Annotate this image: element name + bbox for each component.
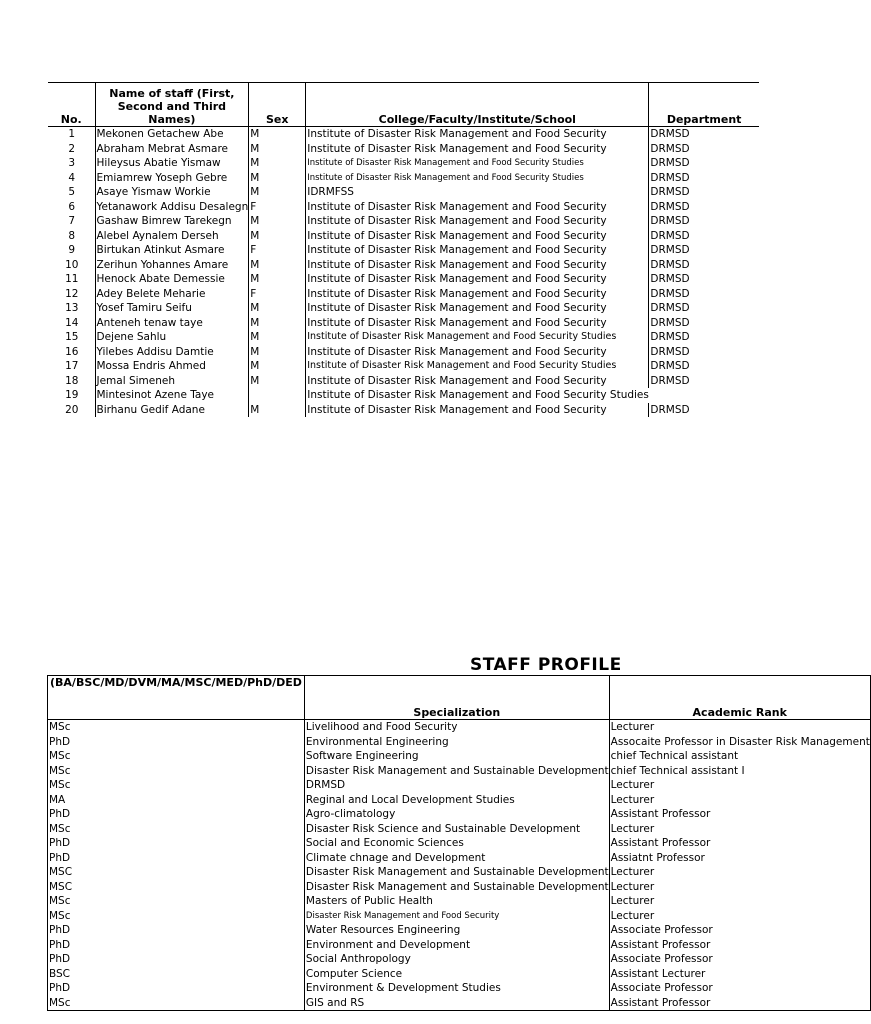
degree-cell: MSC (48, 865, 305, 880)
staff-no-cell: 10 (65, 258, 79, 271)
profile-row (48, 981, 871, 996)
staff-college-cell: Institute of Disaster Risk Management and Food Security (306, 272, 649, 287)
staff-college-cell: Institute of Disaster Risk Management and Food Security (306, 403, 649, 418)
specialization-cell: Software Engineering (304, 749, 609, 764)
header-specialization: Specialization (304, 676, 609, 720)
specialization-cell: Disaster Risk Management and Sustainable Development (305, 866, 609, 878)
staff-name-cell: Gashaw Bimrew Tarekegn (95, 214, 249, 229)
degree-cell: PhD (48, 735, 305, 750)
staff-no-cell: 17 (65, 360, 79, 372)
degree-cell: MSc (48, 909, 305, 924)
degree-cell: PhD (48, 952, 305, 967)
staff-row (48, 330, 759, 345)
staff-department-cell: DRMSD (650, 374, 690, 387)
staff-department-cell: DRMSD (650, 360, 690, 372)
staff-row (48, 258, 759, 273)
staff-row (48, 272, 759, 287)
degree-cell: MSc (48, 996, 305, 1011)
profile-row (48, 865, 871, 880)
academic-rank-cell: Assistant Professor (609, 807, 870, 822)
header-degree: (BA/BSC/MD/DVM/MA/MSC/MED/PhD/DED (48, 676, 305, 720)
degree-cell: PhD (48, 981, 305, 996)
specialization-cell: Disaster Risk Management and Sustainable Development (305, 880, 609, 893)
staff-sex-cell: M (249, 127, 306, 142)
staff-sex-cell: M (249, 229, 306, 244)
staff-sex-cell: M (249, 214, 306, 229)
staff-no-cell: 9 (68, 244, 76, 256)
staff-no-cell: 20 (65, 403, 79, 416)
staff-row (48, 345, 759, 360)
staff-row (48, 127, 759, 142)
staff-department-cell: DRMSD (650, 142, 690, 155)
header-sex: Sex (249, 83, 306, 127)
degree-cell: PhD (48, 807, 305, 822)
staff-row (48, 316, 759, 331)
staff-sex-cell: M (249, 345, 306, 360)
profile-row (48, 938, 871, 953)
staff-no-cell: 18 (65, 374, 79, 387)
academic-rank-cell: Lecturer (609, 865, 870, 880)
staff-college-cell: Institute of Disaster Risk Management and Food Security Studies (306, 359, 649, 374)
staff-sex-cell: M (249, 316, 306, 331)
staff-college-cell: Institute of Disaster Risk Management and Food Security Studies (306, 156, 649, 171)
staff-sex-cell: M (249, 403, 306, 418)
degree-cell: PhD (48, 836, 305, 851)
staff-sex-cell: M (249, 171, 306, 186)
profile-row (48, 720, 871, 735)
degree-cell: MSc (48, 822, 305, 837)
staff-name-cell: Yosef Tamiru Seifu (95, 301, 249, 316)
staff-department-cell: DRMSD (650, 316, 690, 329)
staff-department-cell: DRMSD (650, 171, 690, 184)
staff-college-cell: Institute of Disaster Risk Management and Food Security Studies (306, 171, 649, 186)
staff-sex-cell: M (249, 374, 306, 389)
staff-college-cell: Institute of Disaster Risk Management and Food Security (306, 142, 649, 157)
staff-no-cell: 3 (68, 157, 76, 169)
staff-name-cell: Yilebes Addisu Damtie (95, 345, 249, 360)
degree-cell: MSc (48, 749, 305, 764)
academic-rank-cell: Assistant Lecturer (609, 967, 870, 982)
staff-table-header-row (48, 83, 759, 127)
staff-department-cell: DRMSD (650, 200, 690, 213)
staff-row (48, 142, 759, 157)
staff-sex-cell: M (249, 185, 306, 200)
staff-college-cell: Institute of Disaster Risk Management and Food Security Studies (306, 330, 649, 345)
staff-college-cell: Institute of Disaster Risk Management and Food Security (306, 374, 649, 389)
staff-college-cell: Institute of Disaster Risk Management and Food Security (306, 258, 649, 273)
specialization-cell: Computer Science (304, 967, 609, 982)
academic-rank-cell: Associate Professor (609, 923, 870, 938)
staff-name-cell: Birtukan Atinkut Asmare (95, 243, 249, 258)
staff-name-cell: Dejene Sahlu (95, 330, 249, 345)
profile-row (48, 909, 871, 924)
staff-college-cell: Institute of Disaster Risk Management and Food Security (306, 287, 649, 302)
staff-sex-cell: M (249, 272, 306, 287)
staff-name-cell: Adey Belete Meharie (95, 287, 249, 302)
profile-row (48, 735, 871, 750)
staff-no-cell: 16 (65, 345, 79, 358)
academic-rank-cell: Associate Professor (609, 981, 870, 996)
staff-row (48, 200, 759, 215)
staff-row (48, 301, 759, 316)
academic-rank-cell: chief Technical assistant I (609, 764, 870, 779)
degree-cell: PhD (48, 938, 305, 953)
staff-name-cell: Yetanawork Addisu Desalegn (96, 200, 249, 213)
degree-cell: PhD (48, 923, 305, 938)
degree-cell: PhD (48, 851, 305, 866)
staff-sex-cell: M (249, 258, 306, 273)
staff-name-cell: Hileysus Abatie Yismaw (95, 156, 249, 171)
degree-cell: MA (48, 793, 305, 808)
academic-rank-cell: Assocaite Professor in Disaster Risk Management (610, 735, 870, 748)
academic-rank-cell: Assistant Professor (609, 996, 870, 1011)
staff-name-cell: Birhanu Gedif Adane (95, 403, 249, 418)
staff-sex-cell: F (249, 287, 306, 302)
header-academic-rank: Academic Rank (609, 676, 870, 720)
staff-college-cell: Institute of Disaster Risk Management and Food Security Studies (307, 389, 649, 401)
staff-college-cell: Institute of Disaster Risk Management and Food Security (306, 316, 649, 331)
staff-department-cell: DRMSD (650, 273, 690, 285)
staff-college-cell: Institute of Disaster Risk Management and Food Security (306, 345, 649, 360)
staff-department-cell: DRMSD (650, 229, 690, 242)
degree-cell: MSC (48, 880, 305, 895)
profile-row (48, 880, 871, 895)
header-name: Name of staff (First, Second and Third Names) (95, 83, 249, 127)
staff-department-cell: DRMSD (650, 287, 690, 300)
profile-row (48, 807, 871, 822)
specialization-cell: Water Resources Engineering (304, 923, 609, 938)
staff-sex-cell: M (249, 142, 306, 157)
profile-row (48, 836, 871, 851)
degree-cell: MSc (48, 764, 305, 779)
staff-sex-cell: M (249, 330, 306, 345)
staff-row (48, 403, 759, 418)
staff-no-cell: 13 (65, 302, 79, 314)
academic-rank-cell: chief Technical assistant (609, 749, 870, 764)
staff-no-cell: 12 (65, 287, 79, 300)
staff-department-cell: DRMSD (650, 258, 690, 271)
degree-cell: MSc (48, 778, 305, 793)
staff-name-cell: Jemal Simeneh (95, 374, 249, 389)
academic-rank-cell: Assistant Professor (609, 836, 870, 851)
profile-row (48, 749, 871, 764)
specialization-cell: Disaster Risk Management and Food Security (304, 909, 609, 924)
academic-rank-cell: Assiatnt Professor (609, 851, 870, 866)
staff-name-cell: Mekonen Getachew Abe (95, 127, 249, 142)
specialization-cell: Agro-climatology (304, 807, 609, 822)
staff-name-cell: Emiamrew Yoseph Gebre (95, 171, 249, 186)
staff-name-cell: Alebel Aynalem Derseh (95, 229, 249, 244)
staff-department-cell: DRMSD (650, 345, 690, 358)
degree-cell: BSC (48, 967, 305, 982)
degree-cell: MSc (48, 894, 305, 909)
staff-row (48, 156, 759, 171)
staff-name-cell: Zerihun Yohannes Amare (95, 258, 249, 273)
header-no: No. (48, 83, 95, 127)
staff-row (48, 374, 759, 389)
staff-no-cell: 6 (68, 200, 76, 213)
staff-row (48, 359, 759, 374)
academic-rank-cell: Assistant Professor (609, 938, 870, 953)
staff-name-cell: Mintesinot Azene Taye (95, 388, 249, 403)
staff-sex-cell: F (249, 243, 306, 258)
staff-list-table (48, 82, 759, 417)
staff-no-cell: 11 (65, 273, 79, 285)
profile-row (48, 967, 871, 982)
staff-row (48, 287, 759, 302)
staff-department-cell: DRMSD (650, 331, 690, 343)
specialization-cell: Masters of Public Health (304, 894, 609, 909)
staff-no-cell: 4 (68, 171, 76, 184)
profile-row (48, 851, 871, 866)
staff-no-cell: 14 (65, 316, 79, 329)
specialization-cell: Environment and Development (304, 938, 609, 953)
staff-no-cell: 7 (68, 215, 76, 227)
specialization-cell: GIS and RS (304, 996, 609, 1011)
staff-row (48, 243, 759, 258)
staff-no-cell: 1 (68, 128, 76, 140)
staff-college-cell: Institute of Disaster Risk Management and Food Security (306, 229, 649, 244)
specialization-cell: Disaster Risk Science and Sustainable Development (304, 822, 609, 837)
staff-no-cell: 5 (68, 186, 76, 198)
staff-name-cell: Abraham Mebrat Asmare (95, 142, 249, 157)
academic-rank-cell: Lecturer (609, 894, 870, 909)
staff-department-cell: DRMSD (650, 403, 690, 416)
academic-rank-cell: Lecturer (609, 822, 870, 837)
profile-row (48, 822, 871, 837)
specialization-cell: Disaster Risk Management and Sustainable Development (305, 764, 609, 777)
staff-college-cell: IDRMFSS (306, 185, 649, 200)
profile-row (48, 894, 871, 909)
staff-department-cell (649, 388, 759, 403)
staff-profile-title: STAFF PROFILE (470, 655, 622, 675)
profile-row (48, 778, 871, 793)
specialization-cell: Environment & Development Studies (304, 981, 609, 996)
staff-department-cell: DRMSD (650, 244, 690, 256)
profile-row (48, 952, 871, 967)
staff-row (48, 171, 759, 186)
staff-college-cell: Institute of Disaster Risk Management and Food Security (306, 127, 649, 142)
staff-college-cell: Institute of Disaster Risk Management and Food Security (306, 243, 649, 258)
academic-rank-cell: Associate Professor (609, 952, 870, 967)
staff-no-cell: 15 (65, 331, 79, 343)
staff-row (48, 214, 759, 229)
staff-name-cell: Asaye Yismaw Workie (95, 185, 249, 200)
profile-row (48, 923, 871, 938)
staff-sex-cell: M (249, 359, 306, 374)
staff-name-cell: Henock Abate Demessie (95, 272, 249, 287)
specialization-cell: Livelihood and Food Security (304, 720, 609, 735)
specialization-cell: Social and Economic Sciences (304, 836, 609, 851)
staff-no-cell: 8 (68, 229, 76, 242)
staff-row (48, 229, 759, 244)
academic-rank-cell: Lecturer (609, 778, 870, 793)
staff-sex-cell: F (249, 200, 306, 215)
staff-row (48, 185, 759, 200)
staff-row (48, 388, 759, 403)
staff-college-cell: Institute of Disaster Risk Management and Food Security (306, 214, 649, 229)
profile-row (48, 793, 871, 808)
profile-row (48, 764, 871, 779)
staff-sex-cell: M (249, 301, 306, 316)
staff-name-cell: Anteneh tenaw taye (95, 316, 249, 331)
staff-profile-table (47, 675, 871, 1011)
staff-college-cell: Institute of Disaster Risk Management and Food Security (306, 301, 649, 316)
staff-department-cell: DRMSD (650, 215, 690, 227)
staff-department-cell: DRMSD (650, 128, 690, 140)
staff-sex-cell (249, 388, 306, 403)
specialization-cell: Climate chnage and Development (304, 851, 609, 866)
staff-no-cell: 19 (65, 389, 79, 401)
profile-table-header-row (48, 676, 871, 720)
header-college: College/Faculty/Institute/School (306, 83, 649, 127)
academic-rank-cell: Lecturer (609, 909, 870, 924)
staff-department-cell: DRMSD (650, 186, 690, 198)
staff-department-cell: DRMSD (650, 157, 690, 169)
staff-no-cell: 2 (68, 142, 76, 155)
academic-rank-cell: Lecturer (609, 880, 870, 895)
profile-row (48, 996, 871, 1011)
header-department: Department (649, 83, 759, 127)
staff-sex-cell: M (249, 156, 306, 171)
academic-rank-cell: Lecturer (609, 720, 870, 735)
specialization-cell: Social Anthropology (304, 952, 609, 967)
academic-rank-cell: Lecturer (609, 793, 870, 808)
specialization-cell: Reginal and Local Development Studies (304, 793, 609, 808)
specialization-cell: Environmental Engineering (304, 735, 609, 750)
staff-college-cell: Institute of Disaster Risk Management and Food Security (306, 200, 649, 215)
staff-name-cell: Mossa Endris Ahmed (95, 359, 249, 374)
degree-cell: MSc (48, 720, 305, 735)
staff-department-cell: DRMSD (650, 302, 690, 314)
specialization-cell: DRMSD (304, 778, 609, 793)
